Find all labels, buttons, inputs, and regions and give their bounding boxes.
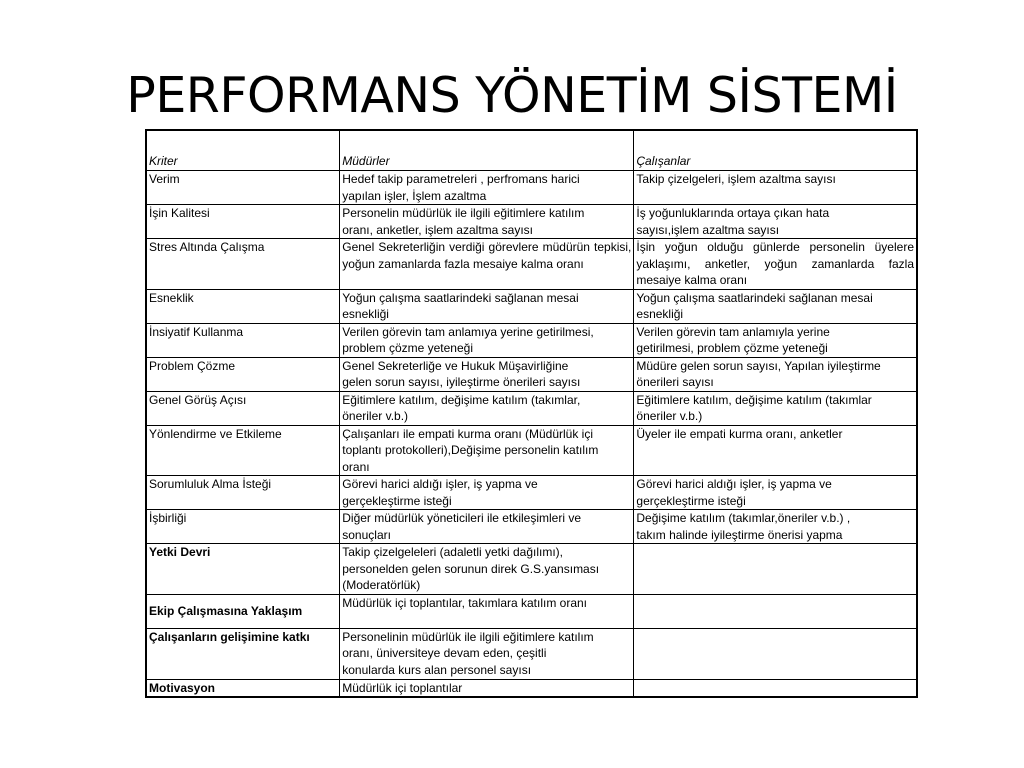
employees-cell: Üyeler ile empati kurma oranı, anketler — [634, 425, 917, 476]
criterion-cell: Verim — [146, 171, 340, 205]
slide-title: PERFORMANS YÖNETİM SİSTEMİ — [126, 67, 898, 124]
managers-cell: Görevi harici aldığı işler, iş yapma ve gerçekleştirme isteği — [340, 476, 634, 510]
managers-cell: Genel Sekreterliğe ve Hukuk Müşavirliğine gelen sorun sayısı, iyileştirme önerileri sayısı — [340, 357, 634, 391]
criterion-cell: Yönlendirme ve Etkileme — [146, 425, 340, 476]
managers-cell: Verilen görevin tam anlamıya yerine getirilmesi, problem çözme yeteneği — [340, 323, 634, 357]
table-row — [146, 425, 917, 476]
managers-cell: Yoğun çalışma saatlarindeki sağlanan mesai esnekliği — [340, 289, 634, 323]
employees-cell: Değişime katılım (takımlar,öneriler v.b.) , takım halinde iyileştirme önerisi yapma — [634, 510, 917, 544]
table-row — [146, 510, 917, 544]
employees-cell: İşin yoğun olduğu günlerde personelin üyelere yaklaşımı, anketler, yoğun zamanlarda fazla mesaiye kalma oranı — [634, 239, 917, 290]
criterion-cell: Sorumluluk Alma İsteği — [146, 476, 340, 510]
table-row — [146, 628, 917, 679]
employees-cell: Eğitimlere katılım, değişime katılım (takımlar öneriler v.b.) — [634, 391, 917, 425]
employees-cell: İş yoğunluklarında ortaya çıkan hata sayısı,işlem azaltma sayısı — [634, 205, 917, 239]
criterion-cell: İnsiyatif Kullanma — [146, 323, 340, 357]
table-row — [146, 239, 917, 290]
managers-cell: Hedef takip parametreleri , perfromans harici yapılan işler, İşlem azaltma — [340, 171, 634, 205]
managers-cell: Çalışanları ile empati kurma oranı (Müdürlük içi toplantı protokolleri),Değişime personelin katılım oranı — [340, 425, 634, 476]
employees-cell — [634, 594, 917, 628]
criterion-cell: İşbirliği — [146, 510, 340, 544]
table-row — [146, 289, 917, 323]
employees-cell — [634, 679, 917, 697]
managers-cell: Müdürlük içi toplantılar — [340, 679, 634, 697]
performance-criteria-table — [145, 129, 918, 698]
criterion-cell: Ekip Çalışmasına Yaklaşım — [146, 594, 340, 628]
managers-cell: Takip çizelgeleleri (adaletli yetki dağılımı), personelden gelen sorunun direk G.S.yansıması (Moderatörlük) — [340, 544, 634, 595]
table-row — [146, 594, 917, 628]
criterion-cell: Esneklik — [146, 289, 340, 323]
managers-cell: Personelinin müdürlük ile ilgili eğitimlere katılım oranı, üniversiteye devam eden, çeşitli konularda kurs alan personel sayısı — [340, 628, 634, 679]
employees-cell: Yoğun çalışma saatlarindeki sağlanan mesai esnekliği — [634, 289, 917, 323]
table-row — [146, 679, 917, 697]
employees-cell — [634, 628, 917, 679]
criterion-cell: Motivasyon — [146, 679, 340, 697]
criterion-cell: Çalışanların gelişimine katkı — [146, 628, 340, 679]
table-row — [146, 171, 917, 205]
managers-cell: Müdürlük içi toplantılar, takımlara katılım oranı — [340, 594, 634, 628]
criterion-cell: Yetki Devri — [146, 544, 340, 595]
table-row — [146, 323, 917, 357]
managers-cell: Eğitimlere katılım, değişime katılım (takımlar, öneriler v.b.) — [340, 391, 634, 425]
employees-cell — [634, 544, 917, 595]
employees-cell: Müdüre gelen sorun sayısı, Yapılan iyileştirme önerileri sayısı — [634, 357, 917, 391]
table-row — [146, 391, 917, 425]
header-mudurler: Müdürler — [340, 130, 634, 171]
header-calisanlar: Çalışanlar — [634, 130, 917, 171]
employees-cell: Verilen görevin tam anlamıyla yerine getirilmesi, problem çözme yeteneği — [634, 323, 917, 357]
criterion-cell: İşin Kalitesi — [146, 205, 340, 239]
table-row — [146, 205, 917, 239]
table-row — [146, 476, 917, 510]
criterion-cell: Genel Görüş Açısı — [146, 391, 340, 425]
employees-cell: Görevi harici aldığı işler, iş yapma ve gerçekleştirme isteği — [634, 476, 917, 510]
employees-cell: Takip çizelgeleri, işlem azaltma sayısı — [634, 171, 917, 205]
table-header-row — [146, 130, 917, 171]
header-kriter: Kriter — [146, 130, 340, 171]
criterion-cell: Stres Altında Çalışma — [146, 239, 340, 290]
managers-cell: Personelin müdürlük ile ilgili eğitimlere katılım oranı, anketler, işlem azaltma sayısı — [340, 205, 634, 239]
table-row — [146, 357, 917, 391]
table-row — [146, 544, 917, 595]
managers-cell: Genel Sekreterliğin verdiği görevlere müdürün tepkisi, yoğun zamanlarda fazla mesaiye kalma oranı — [340, 239, 634, 290]
criterion-cell: Problem Çözme — [146, 357, 340, 391]
managers-cell: Diğer müdürlük yöneticileri ile etkileşimleri ve sonuçları — [340, 510, 634, 544]
